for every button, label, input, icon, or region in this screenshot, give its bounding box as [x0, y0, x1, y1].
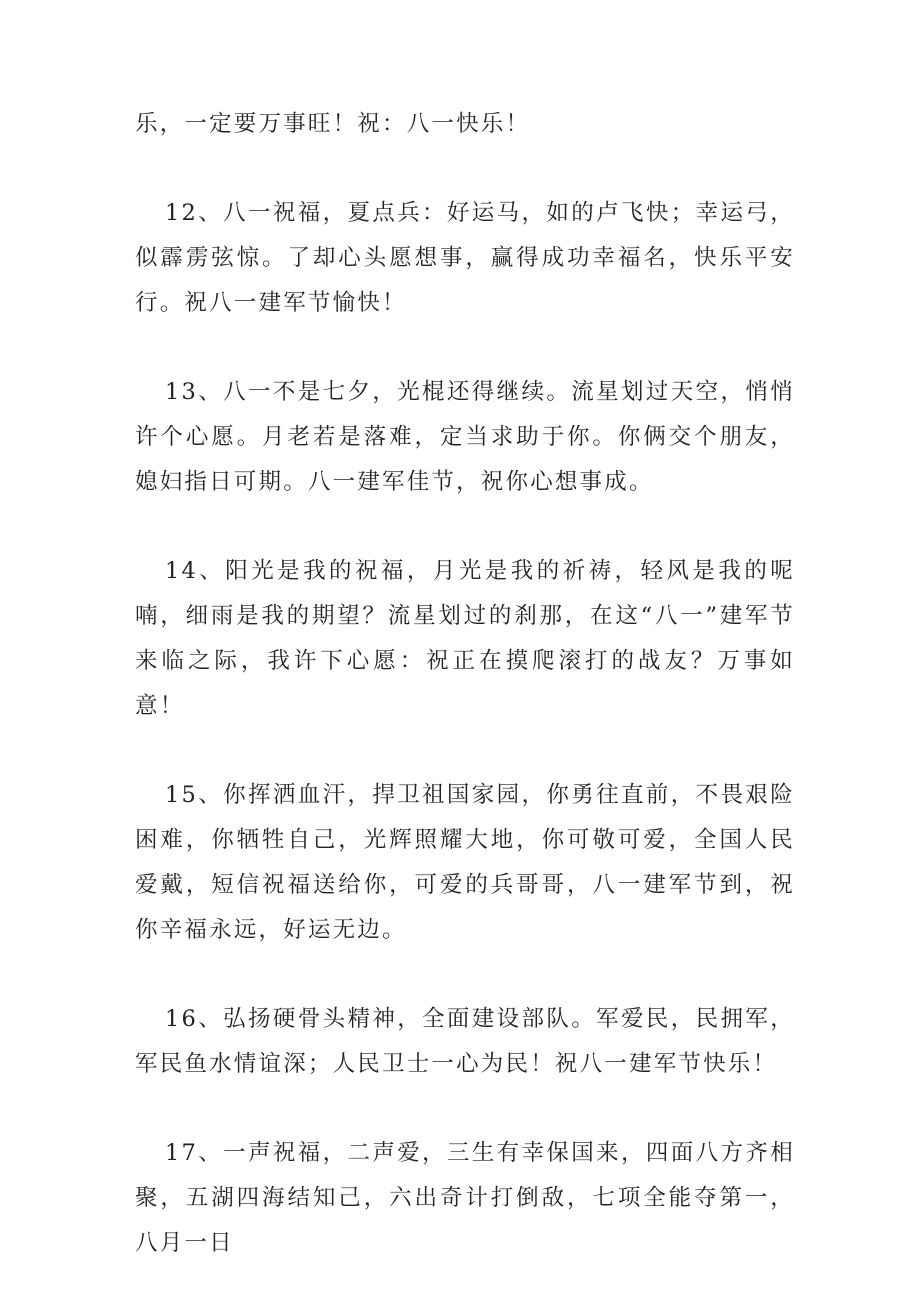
paragraph-continuation: 乐，一定要万事旺！祝：八一快乐！: [135, 111, 531, 137]
paragraph-12: 12、八一祝福，夏点兵：好运马，如的卢飞快；幸运弓，似霹雳弦惊。了却心头愿想事，赢得成功幸福名，快乐平安行。祝八一建军节愉快！: [135, 200, 795, 316]
paragraph-15: 15、你挥洒血汗，捍卫祖国家园，你勇往直前，不畏艰险困难，你牺牲自己，光辉照耀大地，你可敬可爱，全国人民爱戴，短信祝福送给你，可爱的兵哥哥，八一建军节到，祝你辛福永远，好运无边。: [135, 782, 795, 943]
paragraph-17: 17、一声祝福，二声爱，三生有幸保国来，四面八方齐相聚，五湖四海结知己，六出奇计打倒敌，七项全能夺第一，八月一日: [135, 1140, 795, 1256]
paragraph-16: 16、弘扬硬骨头精神，全面建设部队。军爱民，民拥军，军民鱼水情谊深；人民卫士一心为民！祝八一建军节快乐！: [135, 1006, 795, 1077]
document-page: [135, 102, 795, 1310]
paragraph-13: 13、八一不是七夕，光棍还得继续。流星划过天空，悄悄许个心愿。月老若是落难，定当求助于你。你俩交个朋友，媳妇指日可期。八一建军佳节，祝你心想事成。: [135, 379, 795, 495]
paragraph-14: 14、阳光是我的祝福，月光是我的祈祷，轻风是我的呢喃，细雨是我的期望？流星划过的刹那，在这“八一”建军节来临之际，我许下心愿：祝正在摸爬滚打的战友？万事如意！: [135, 558, 795, 719]
